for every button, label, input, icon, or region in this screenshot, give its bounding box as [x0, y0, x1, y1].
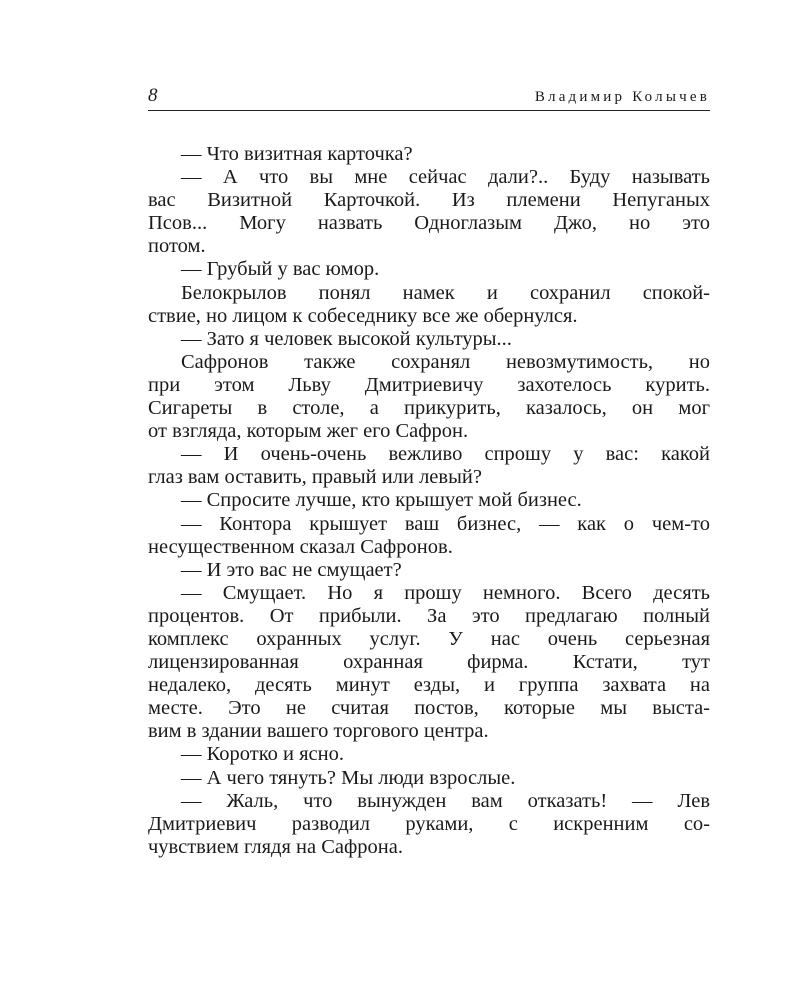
text-line: вим в здании вашего торгового центра. [148, 720, 489, 743]
text-line: — Смущает. Но я прошу немного. Всего десять [181, 581, 710, 604]
text-line: Псов... Могу назвать Одноглазым Джо, но это [148, 212, 710, 235]
page-number: 8 [148, 85, 158, 106]
running-head-author: Владимир Колычев [534, 89, 710, 105]
text-line: несущественном сказал Сафронов. [148, 535, 453, 558]
text-line: Сигареты в столе, а прикурить, казалось, он мог [148, 397, 710, 420]
text-line: — И очень-очень вежливо спрошу у вас: какой [181, 443, 710, 466]
text-line: ствие, но лицом к собеседнику все же обернулся. [148, 304, 578, 327]
page-header [148, 84, 710, 111]
text-line: — Что визитная карточка? [181, 143, 413, 165]
text-line: комплекс охранных услуг. У нас очень серьезная [148, 627, 710, 650]
text-line: — А чего тянуть? Мы люди взрослые. [181, 766, 516, 789]
text-line: потом. [148, 235, 206, 258]
text-line: глаз вам оставить, правый или левый? [148, 466, 482, 489]
text-line: — Жаль, что вынужден вам отказать! — Лев [181, 789, 710, 812]
text-line: — Коротко и ясно. [181, 743, 344, 766]
text-line: Сафронов также сохранял невозмутимость, но [181, 350, 710, 373]
text-line: вас Визитной Карточкой. Из племени Непуганых [148, 189, 710, 212]
text-line: лицензированная охранная фирма. Кстати, тут [148, 651, 710, 674]
text-line: — Контора крышует ваш бизнес, — как о чем-то [181, 512, 710, 535]
text-line: от взгляда, которым жег его Сафрон. [148, 420, 469, 443]
text-line: — И это вас не смущает? [181, 558, 402, 581]
text-line: — А что вы мне сейчас дали?.. Буду называть [181, 166, 710, 189]
text-line: Белокрылов понял намек и сохранил спокой- [181, 281, 710, 304]
text-line: процентов. От прибыли. За это предлагаю полный [148, 604, 710, 627]
text-line: при этом Льву Дмитриевичу захотелось курить. [148, 373, 710, 396]
text-line: — Грубый у вас юмор. [181, 258, 380, 281]
text-line: Дмитриевич разводил руками, с искренним со- [148, 812, 710, 835]
text-line: недалеко, десять минут езды, и группа захвата на [148, 674, 710, 697]
text-line: — Зато я человек высокой культуры... [181, 327, 512, 350]
text-line: чувствием глядя на Сафрона. [148, 835, 403, 858]
body-text [148, 143, 710, 859]
text-line: месте. Это не считая постов, которые мы выста- [148, 697, 710, 720]
text-line: — Спросите лучше, кто крышует мой бизнес. [181, 489, 582, 512]
